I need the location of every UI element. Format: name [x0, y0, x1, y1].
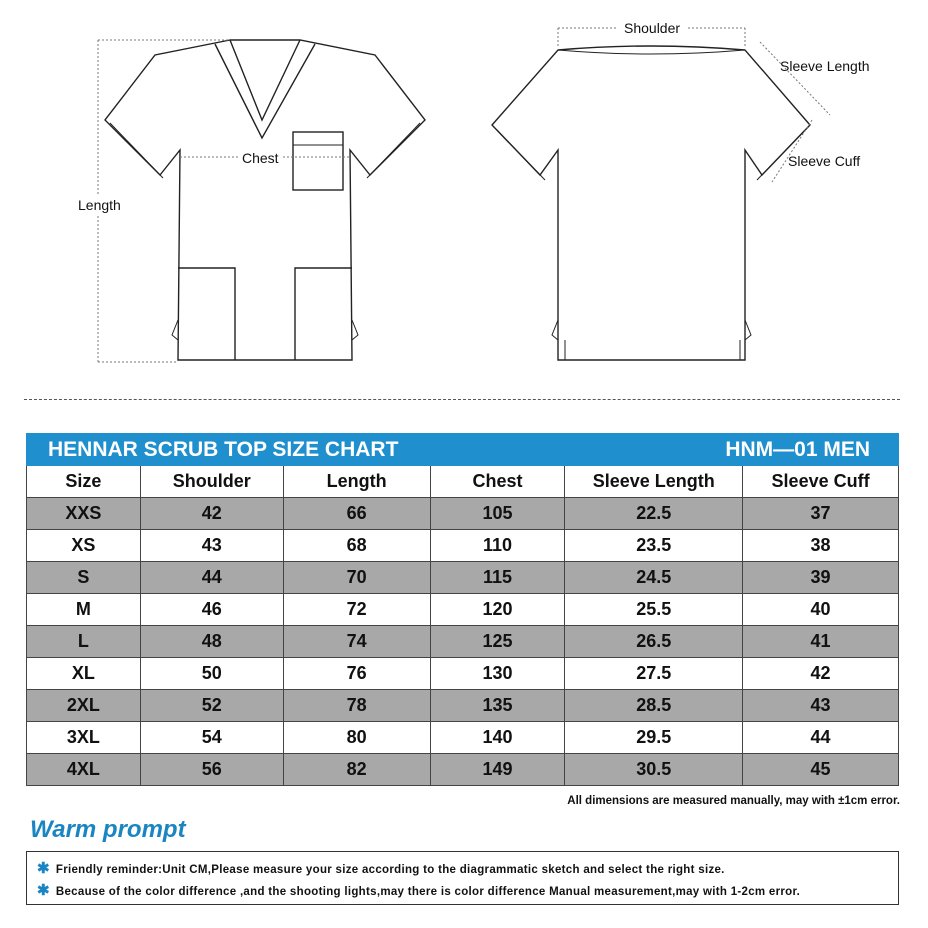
table-cell: 30.5	[565, 754, 743, 786]
front-measure-lines	[98, 40, 350, 362]
table-cell: 42	[140, 498, 283, 530]
table-cell: M	[27, 594, 141, 626]
table-cell: 41	[743, 626, 899, 658]
column-header: Sleeve Cuff	[743, 466, 899, 498]
warm-prompt-title: Warm prompt	[30, 816, 186, 843]
table-row	[27, 690, 899, 722]
table-cell: 29.5	[565, 722, 743, 754]
table-title-row	[27, 434, 899, 466]
table-cell: 125	[430, 626, 565, 658]
table-cell: 39	[743, 562, 899, 594]
table-cell: 23.5	[565, 530, 743, 562]
table-cell: 78	[283, 690, 430, 722]
table-cell: 120	[430, 594, 565, 626]
section-divider	[24, 399, 900, 400]
measurement-note: All dimensions are measured manually, may with ±1cm error.	[567, 795, 900, 807]
table-cell: 72	[283, 594, 430, 626]
table-cell: 105	[430, 498, 565, 530]
table-header-row	[27, 466, 899, 498]
prompt-line-text: Friendly reminder:Unit CM,Please measure your size according to the diagrammatic sketch and select the right size.	[55, 864, 725, 876]
length-label: Length	[78, 197, 121, 213]
table-cell: 38	[743, 530, 899, 562]
star-icon: ✱	[37, 882, 50, 899]
column-header: Shoulder	[140, 466, 283, 498]
warm-prompt-box	[26, 851, 899, 905]
table-cell: 66	[283, 498, 430, 530]
table-cell: 45	[743, 754, 899, 786]
table-cell: 44	[140, 562, 283, 594]
table-cell: 3XL	[27, 722, 141, 754]
table-title: HENNAR SCRUB TOP SIZE CHART	[27, 434, 565, 466]
table-model: HNM—01 MEN	[565, 434, 899, 466]
back-view-shirt	[492, 46, 810, 360]
table-cell: 52	[140, 690, 283, 722]
table-cell: S	[27, 562, 141, 594]
star-icon: ✱	[37, 860, 50, 877]
table-cell: 68	[283, 530, 430, 562]
table-cell: 46	[140, 594, 283, 626]
table-row	[27, 594, 899, 626]
column-header: Chest	[430, 466, 565, 498]
table-cell: 56	[140, 754, 283, 786]
table-cell: 43	[140, 530, 283, 562]
prompt-line	[37, 881, 800, 899]
prompt-line	[37, 859, 725, 877]
table-row	[27, 498, 899, 530]
table-cell: 50	[140, 658, 283, 690]
table-cell: 27.5	[565, 658, 743, 690]
shoulder-label: Shoulder	[624, 20, 681, 36]
size-diagram	[0, 0, 928, 390]
table-row	[27, 754, 899, 786]
table-row	[27, 626, 899, 658]
chest-label: Chest	[242, 150, 279, 166]
sleeve-length-label: Sleeve Length	[780, 58, 870, 74]
table-cell: 28.5	[565, 690, 743, 722]
table-cell: 140	[430, 722, 565, 754]
size-chart-table	[26, 433, 899, 786]
table-cell: 24.5	[565, 562, 743, 594]
table-cell: 44	[743, 722, 899, 754]
front-view-shirt	[105, 40, 425, 360]
table-cell: 26.5	[565, 626, 743, 658]
table-row	[27, 562, 899, 594]
table-row	[27, 722, 899, 754]
table-cell: 74	[283, 626, 430, 658]
column-header: Length	[283, 466, 430, 498]
table-cell: 43	[743, 690, 899, 722]
table-cell: 110	[430, 530, 565, 562]
table-cell: 48	[140, 626, 283, 658]
table-cell: 42	[743, 658, 899, 690]
table-cell: 82	[283, 754, 430, 786]
sleeve-cuff-label: Sleeve Cuff	[788, 153, 861, 169]
table-cell: 130	[430, 658, 565, 690]
table-cell: 37	[743, 498, 899, 530]
table-row	[27, 658, 899, 690]
table-cell: 22.5	[565, 498, 743, 530]
table-cell: 4XL	[27, 754, 141, 786]
table-cell: 54	[140, 722, 283, 754]
table-cell: 76	[283, 658, 430, 690]
table-cell: 80	[283, 722, 430, 754]
table-row	[27, 530, 899, 562]
table-cell: XL	[27, 658, 141, 690]
table-cell: 149	[430, 754, 565, 786]
column-header: Size	[27, 466, 141, 498]
table-cell: 40	[743, 594, 899, 626]
prompt-line-text: Because of the color difference ,and the shooting lights,may there is color difference Manual measurement,may with 1-2cm error.	[55, 886, 801, 898]
table-cell: 25.5	[565, 594, 743, 626]
table-cell: L	[27, 626, 141, 658]
table-cell: 115	[430, 562, 565, 594]
table-cell: 2XL	[27, 690, 141, 722]
column-header: Sleeve Length	[565, 466, 743, 498]
table-cell: XS	[27, 530, 141, 562]
table-cell: XXS	[27, 498, 141, 530]
table-cell: 135	[430, 690, 565, 722]
table-cell: 70	[283, 562, 430, 594]
